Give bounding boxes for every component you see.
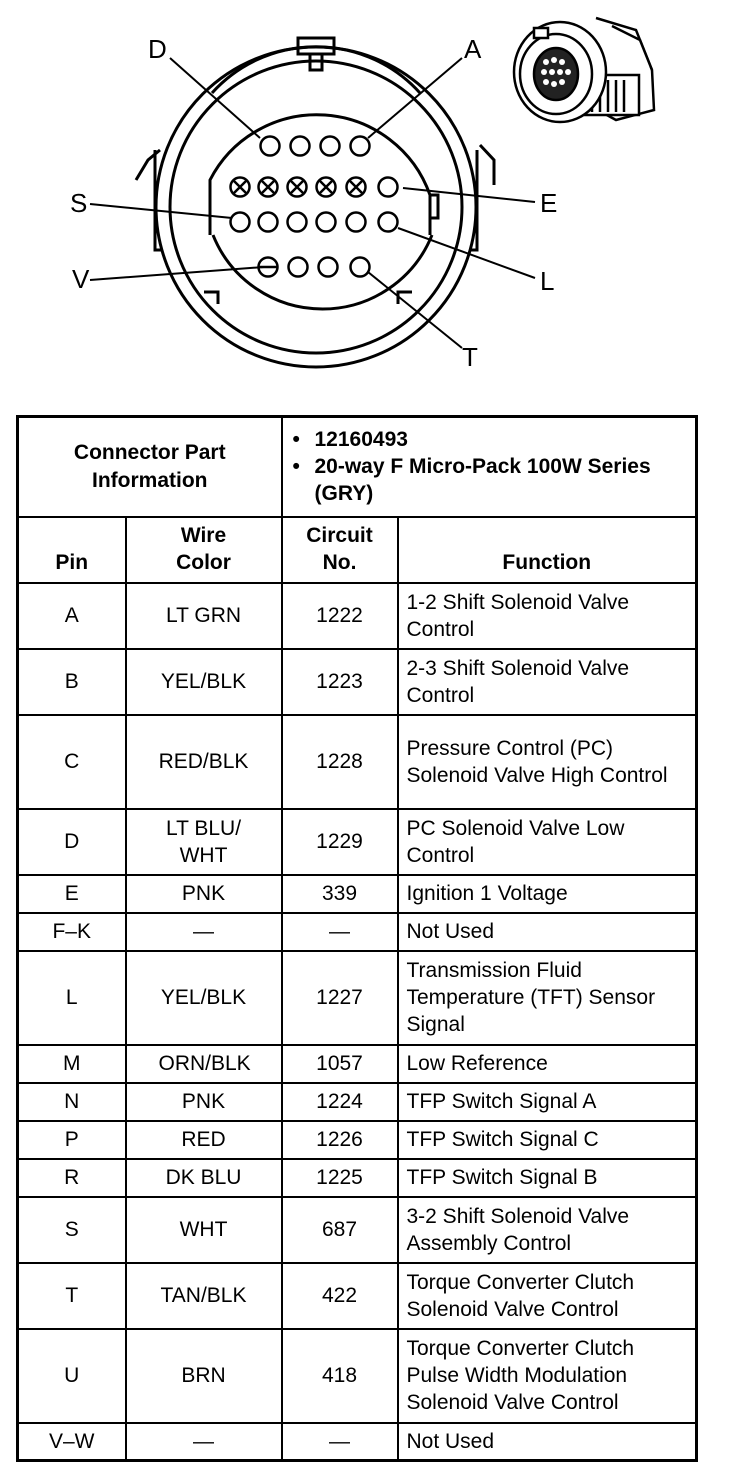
- wire-color-cell: RED/BLK: [126, 715, 282, 809]
- table-row: [18, 1329, 697, 1423]
- connector-thumbnail: [514, 18, 654, 122]
- circuit-cell: 1223: [282, 649, 398, 715]
- table-row: [18, 583, 697, 649]
- pin-cell: R: [18, 1159, 126, 1197]
- function-cell: 3-2 Shift Solenoid Valve Assembly Control: [398, 1197, 697, 1263]
- pin-cell: F–K: [18, 913, 126, 951]
- pin-cell: L: [18, 951, 126, 1045]
- pin-cavity: [351, 137, 370, 156]
- pin-cavity: [291, 137, 310, 156]
- pin-cell: V–W: [18, 1423, 126, 1461]
- part-description: • 20-way F Micro-Pack 100W Series (GRY): [291, 453, 688, 507]
- function-cell: Torque Converter Clutch Pulse Width Modulation Solenoid Valve Control: [398, 1329, 697, 1423]
- pin-cavity: [261, 137, 280, 156]
- pin-label-d: D: [148, 34, 167, 64]
- pin-labels: [70, 34, 557, 372]
- circuit-cell: 1222: [282, 583, 398, 649]
- pin-cell: A: [18, 583, 126, 649]
- wire-color-cell: YEL/BLK: [126, 649, 282, 715]
- pin-cavity: [288, 213, 307, 232]
- pin-cell: D: [18, 809, 126, 875]
- pin-cell: E: [18, 875, 126, 913]
- pin-cavity: [347, 213, 366, 232]
- table-row: [18, 1159, 697, 1197]
- table-row: [18, 1197, 697, 1263]
- circuit-cell: 1225: [282, 1159, 398, 1197]
- function-cell: 1-2 Shift Solenoid Valve Control: [398, 583, 697, 649]
- function-cell: Not Used: [398, 1423, 697, 1461]
- pin-cavity: [319, 258, 338, 277]
- pin-cavity: [351, 258, 370, 277]
- pinout-table: [16, 415, 698, 1462]
- header-circuit: Circuit No.: [282, 517, 398, 583]
- pin-cavity: [289, 258, 308, 277]
- table-row: [18, 649, 697, 715]
- table-row: [18, 1121, 697, 1159]
- part-info-label: Connector Part Information: [18, 417, 282, 517]
- pin-cavity: [259, 213, 278, 232]
- function-cell: 2-3 Shift Solenoid Valve Control: [398, 649, 697, 715]
- connector-diagram: [0, 0, 736, 400]
- circuit-cell: 418: [282, 1329, 398, 1423]
- function-cell: TFP Switch Signal C: [398, 1121, 697, 1159]
- function-cell: Transmission Fluid Temperature (TFT) Sensor Signal: [398, 951, 697, 1045]
- header-row: [18, 517, 697, 583]
- circuit-cell: —: [282, 1423, 398, 1461]
- function-cell: PC Solenoid Valve Low Control: [398, 809, 697, 875]
- table-row: [18, 875, 697, 913]
- wire-color-cell: ORN/BLK: [126, 1045, 282, 1083]
- part-info-row: [18, 417, 697, 517]
- function-cell: Not Used: [398, 913, 697, 951]
- wire-color-cell: —: [126, 913, 282, 951]
- wire-color-cell: —: [126, 1423, 282, 1461]
- header-function: Function: [398, 517, 697, 583]
- wire-color-cell: PNK: [126, 1083, 282, 1121]
- wire-color-cell: LT BLU/ WHT: [126, 809, 282, 875]
- circuit-cell: 1057: [282, 1045, 398, 1083]
- wire-color-cell: TAN/BLK: [126, 1263, 282, 1329]
- table-row: [18, 1263, 697, 1329]
- circuit-cell: 687: [282, 1197, 398, 1263]
- circuit-cell: —: [282, 913, 398, 951]
- pin-cavity: [379, 178, 398, 197]
- pin-grid: [231, 137, 398, 277]
- table-row: [18, 913, 697, 951]
- pin-label-v: V: [72, 264, 90, 294]
- circuit-cell: 1227: [282, 951, 398, 1045]
- pin-cavity: [321, 137, 340, 156]
- header-pin: Pin: [18, 517, 126, 583]
- table-row: [18, 1045, 697, 1083]
- pin-cell: T: [18, 1263, 126, 1329]
- connector-housing: [136, 38, 494, 367]
- wire-color-cell: DK BLU: [126, 1159, 282, 1197]
- pin-cell: C: [18, 715, 126, 809]
- table-row: [18, 809, 697, 875]
- circuit-cell: 1226: [282, 1121, 398, 1159]
- pin-cell: S: [18, 1197, 126, 1263]
- pin-label-l: L: [540, 266, 555, 296]
- part-number: • 12160493: [291, 426, 688, 453]
- wire-color-cell: WHT: [126, 1197, 282, 1263]
- circuit-cell: 422: [282, 1263, 398, 1329]
- table-row: [18, 1423, 697, 1461]
- wire-color-cell: RED: [126, 1121, 282, 1159]
- wire-color-cell: LT GRN: [126, 583, 282, 649]
- pin-label-e: E: [540, 188, 558, 218]
- pin-label-t: T: [462, 342, 478, 372]
- table-row: [18, 951, 697, 1045]
- circuit-cell: 339: [282, 875, 398, 913]
- circuit-cell: 1224: [282, 1083, 398, 1121]
- function-cell: Low Reference: [398, 1045, 697, 1083]
- function-cell: Pressure Control (PC) Solenoid Valve High Control: [398, 715, 697, 809]
- pin-cell: U: [18, 1329, 126, 1423]
- pin-cell: M: [18, 1045, 126, 1083]
- header-wire-color: Wire Color: [126, 517, 282, 583]
- wire-color-cell: PNK: [126, 875, 282, 913]
- pin-cavity: [231, 213, 250, 232]
- pin-cell: P: [18, 1121, 126, 1159]
- pin-label-s: S: [70, 188, 88, 218]
- pin-label-a: A: [464, 34, 482, 64]
- function-cell: Torque Converter Clutch Solenoid Valve Control: [398, 1263, 697, 1329]
- function-cell: Ignition 1 Voltage: [398, 875, 697, 913]
- pin-cell: N: [18, 1083, 126, 1121]
- function-cell: TFP Switch Signal A: [398, 1083, 697, 1121]
- table-row: [18, 715, 697, 809]
- pin-cavity: [317, 213, 336, 232]
- wire-color-cell: BRN: [126, 1329, 282, 1423]
- function-cell: TFP Switch Signal B: [398, 1159, 697, 1197]
- pin-cavity: [379, 213, 398, 232]
- part-info-items: [282, 417, 697, 517]
- circuit-cell: 1228: [282, 715, 398, 809]
- table-row: [18, 1083, 697, 1121]
- wire-color-cell: YEL/BLK: [126, 951, 282, 1045]
- circuit-cell: 1229: [282, 809, 398, 875]
- pin-cell: B: [18, 649, 126, 715]
